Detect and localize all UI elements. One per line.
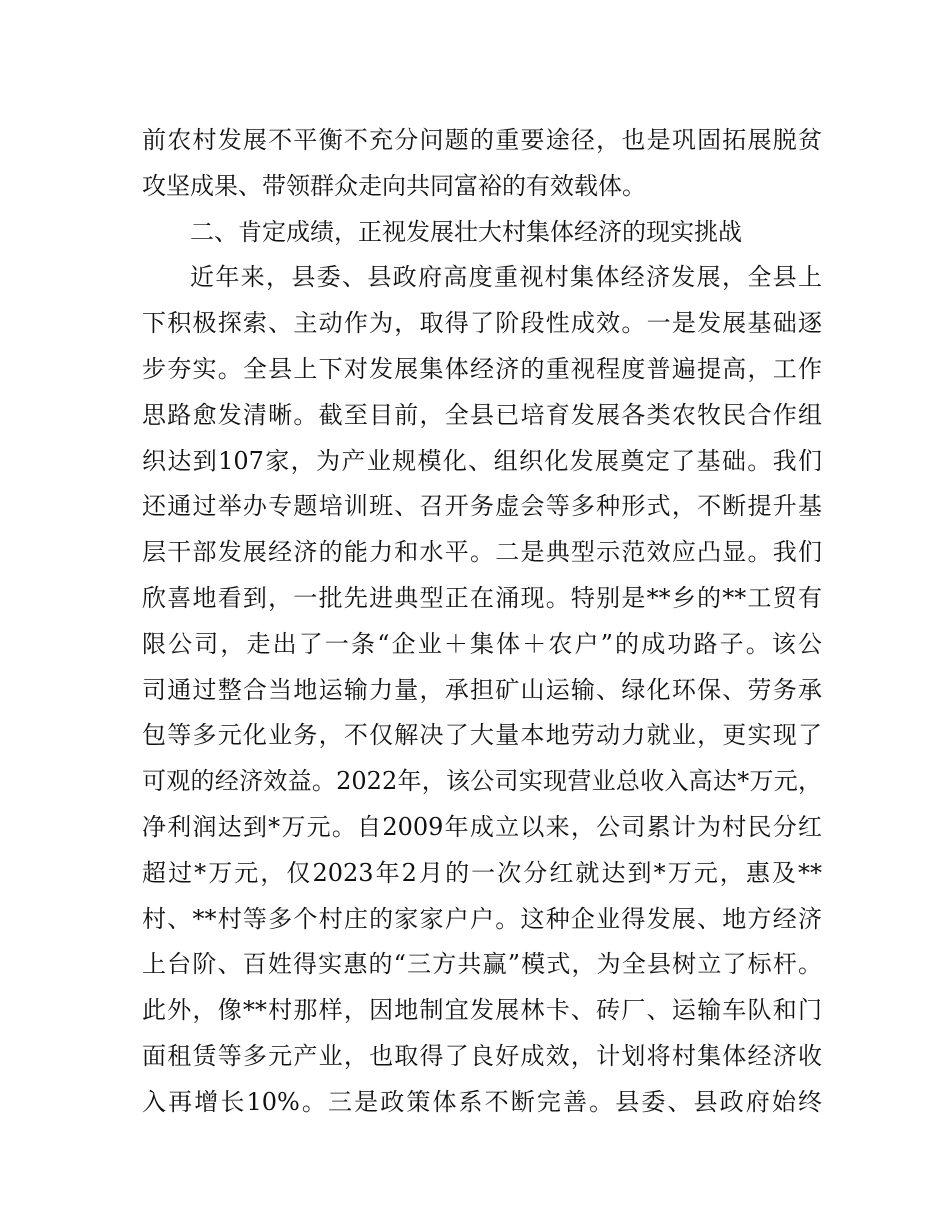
text-line: 包等多元化业务，不仅解决了大量本地劳动力就业，更实现了	[142, 721, 822, 750]
text-line: 村、**村等多个村庄的家家户户。这种企业得发展、地方经济	[142, 904, 822, 933]
section-heading: 二、肯定成绩，正视发展壮大村集体经济的现实挑战	[190, 217, 742, 246]
body-text	[142, 118, 822, 1126]
text-line: 超过*万元，仅2023年2月的一次分红就达到*万元，惠及**	[142, 858, 822, 887]
text-line: 思路愈发清晰。截至目前，全县已培育发展各类农牧民合作组	[142, 400, 822, 429]
text-line: 此外，像**村那样，因地制宜发展林卡、砖厂、运输车队和门	[142, 996, 822, 1025]
paragraph-first-line: 近年来，县委、县政府高度重视村集体经济发展，全县上	[190, 263, 822, 292]
text-line: 还通过举办专题培训班、召开务虚会等多种形式，不断提升基	[142, 492, 822, 521]
text-line: 步夯实。全县上下对发展集体经济的重视程度普遍提高，工作	[142, 354, 822, 383]
text-line: 司通过整合当地运输力量，承担矿山运输、绿化环保、劳务承	[142, 675, 822, 704]
text-line: 织达到107家，为产业规模化、组织化发展奠定了基础。我们	[142, 446, 822, 475]
text-line: 层干部发展经济的能力和水平。二是典型示范效应凸显。我们	[142, 538, 822, 567]
paragraph-end-line: 攻坚成果、带领群众走向共同富裕的有效载体。	[142, 171, 646, 200]
text-line: 限公司，走出了一条“企业＋集体＋农户”的成功路子。该公	[142, 629, 822, 658]
text-line: 入再增长10%。三是政策体系不断完善。县委、县政府始终	[142, 1087, 822, 1116]
text-line: 面租赁等多元产业，也取得了良好成效，计划将村集体经济收	[142, 1041, 822, 1070]
text-line: 上台阶、百姓得实惠的“三方共赢”模式，为全县树立了标杆。	[142, 950, 822, 979]
text-line: 净利润达到*万元。自2009年成立以来，公司累计为村民分红	[142, 812, 822, 841]
text-line: 可观的经济效益。2022年，该公司实现营业总收入高达*万元，	[142, 767, 822, 796]
text-line: 欣喜地看到，一批先进典型正在涌现。特别是**乡的**工贸有	[142, 583, 822, 612]
text-line: 前农村发展不平衡不充分问题的重要途径，也是巩固拓展脱贫	[142, 126, 822, 154]
text-line: 下积极探索、主动作为，取得了阶段性成效。一是发展基础逐	[142, 309, 822, 338]
